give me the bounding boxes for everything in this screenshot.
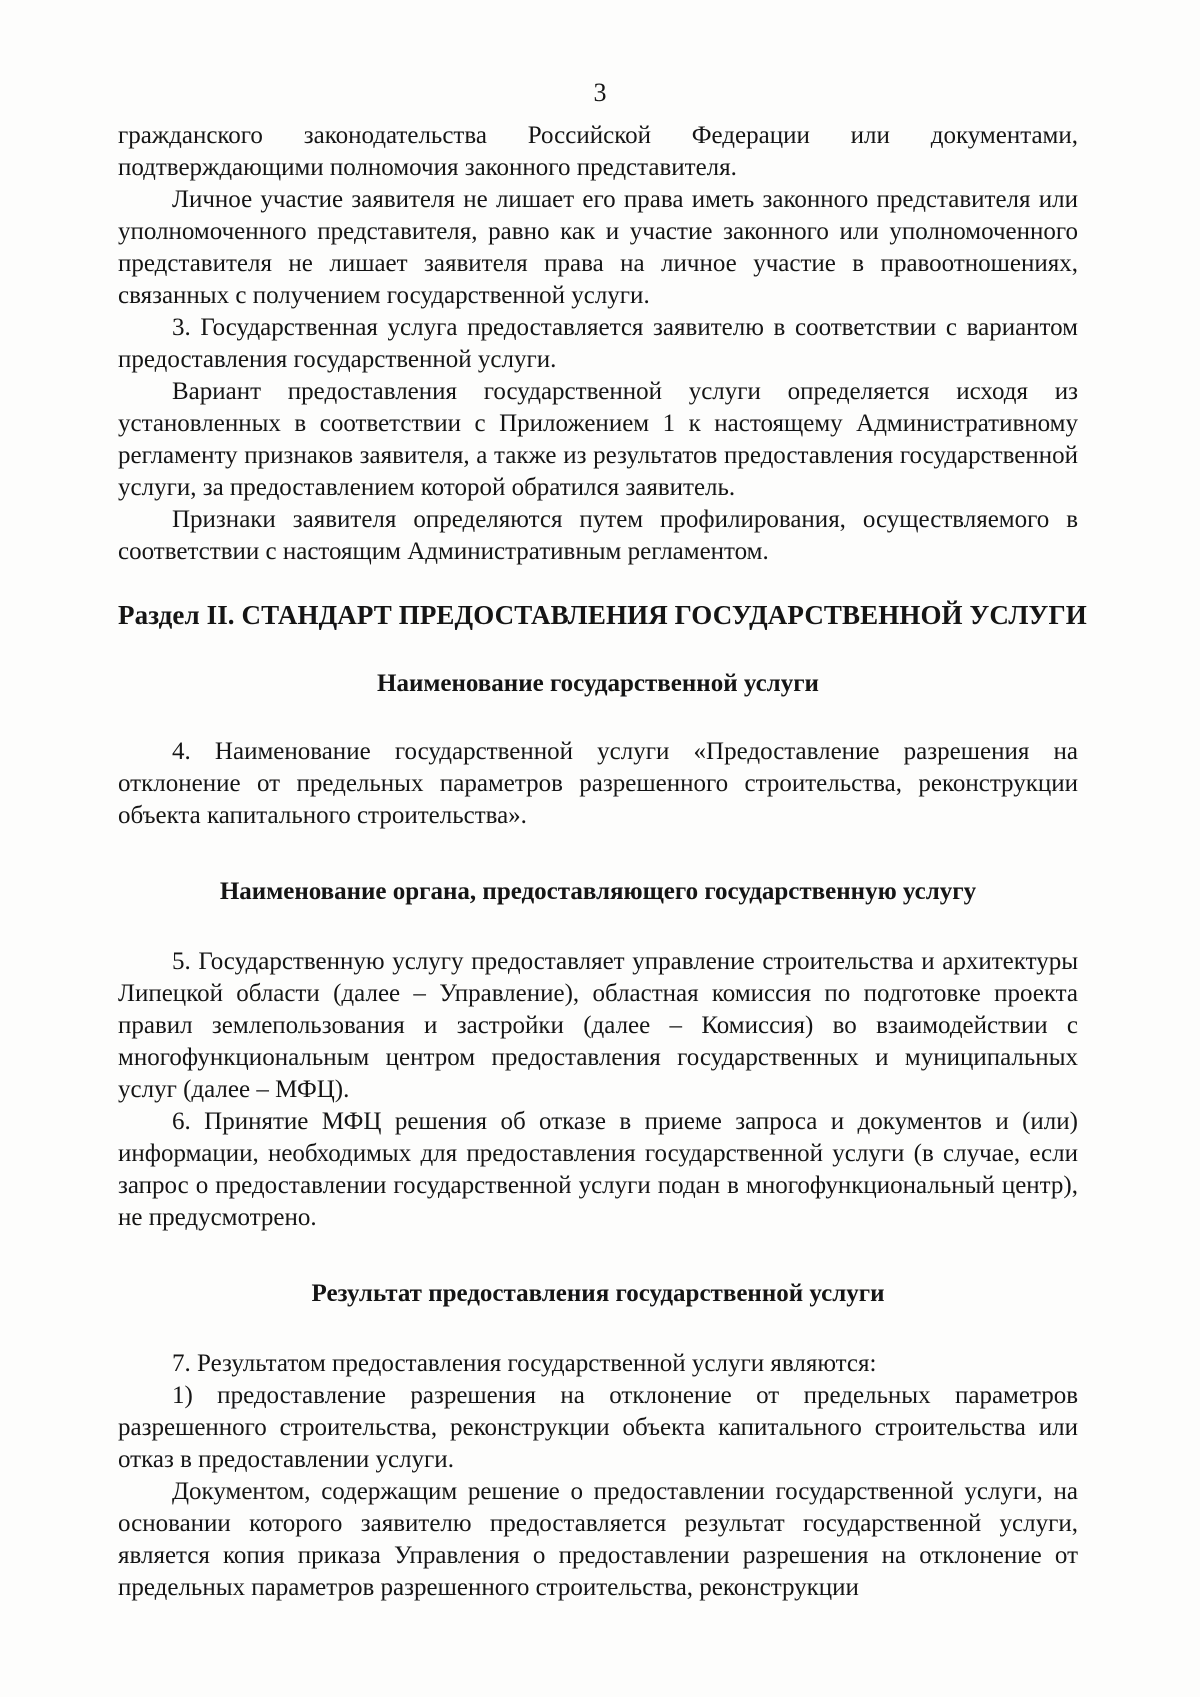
document-body	[118, 120, 1087, 1604]
subsection-heading: Наименование государственной услуги	[377, 670, 819, 697]
paragraph: 6. Принятие МФЦ решения об отказе в приеме запроса и документов и (или) информации, необходимых для предоставления государственной услуги (в случае, если запрос о предоставлении государственной услуги подан в многофункциональный центр), не предусмотрено.	[118, 1108, 1078, 1231]
paragraph: гражданского законодательства Российской Федерации или документами, подтверждающими полномочия законного представителя.	[118, 122, 1078, 181]
paragraph: 5. Государственную услугу предоставляет управление строительства и архитектуры Липецкой области (далее – Управление), областная комиссия по подготовке проекта правил землепользования и застройки (далее – Комиссия) во взаимодействии с многофункциональным центром предоставления государственных и муниципальных услуг (далее – МФЦ).	[118, 948, 1078, 1103]
paragraph: Личное участие заявителя не лишает его права иметь законного представителя или уполномоченного представителя, равно как и участие законного или уполномоченного представителя не лишает заявителя права на личное участие в правоотношениях, связанных с получением государственной услуги.	[118, 186, 1078, 309]
paragraph: Вариант предоставления государственной услуги определяется исходя из установленных в соответствии с Приложением 1 к настоящему Административному регламенту признаков заявителя, а также из результатов предоставления государственной услуги, за предоставлением которой обратился заявитель.	[118, 378, 1078, 501]
paragraph: 3. Государственная услуга предоставляется заявителю в соответствии с вариантом предоставления государственной услуги.	[118, 314, 1078, 373]
paragraph: Признаки заявителя определяются путем профилирования, осуществляемого в соответствии с настоящим Административным регламентом.	[118, 506, 1078, 565]
page-number: 3	[593, 78, 607, 107]
subsection-heading: Наименование органа, предоставляющего государственную услугу	[219, 878, 977, 905]
paragraph: 7. Результатом предоставления государственной услуги являются:	[172, 1350, 877, 1377]
paragraph: Документом, содержащим решение о предоставлении государственной услуги, на основании которого заявителю предоставляется результат государственной услуги, является копия приказа Управления о предоставлении разрешения на отклонение от предельных параметров разрешенного строительства, реконструкции	[118, 1478, 1078, 1601]
section-title: Раздел II. СТАНДАРТ ПРЕДОСТАВЛЕНИЯ ГОСУДАРСТВЕННОЙ УСЛУГИ	[118, 600, 1087, 630]
subsection-heading: Результат предоставления государственной услуги	[311, 1280, 885, 1307]
paragraph: 1) предоставление разрешения на отклонение от предельных параметров разрешенного строительства, реконструкции объекта капитального строительства или отказ в предоставлении услуги.	[118, 1382, 1078, 1473]
paragraph: 4. Наименование государственной услуги «Предоставление разрешения на отклонение от предельных параметров разрешенного строительства, реконструкции объекта капитального строительства».	[118, 738, 1078, 829]
